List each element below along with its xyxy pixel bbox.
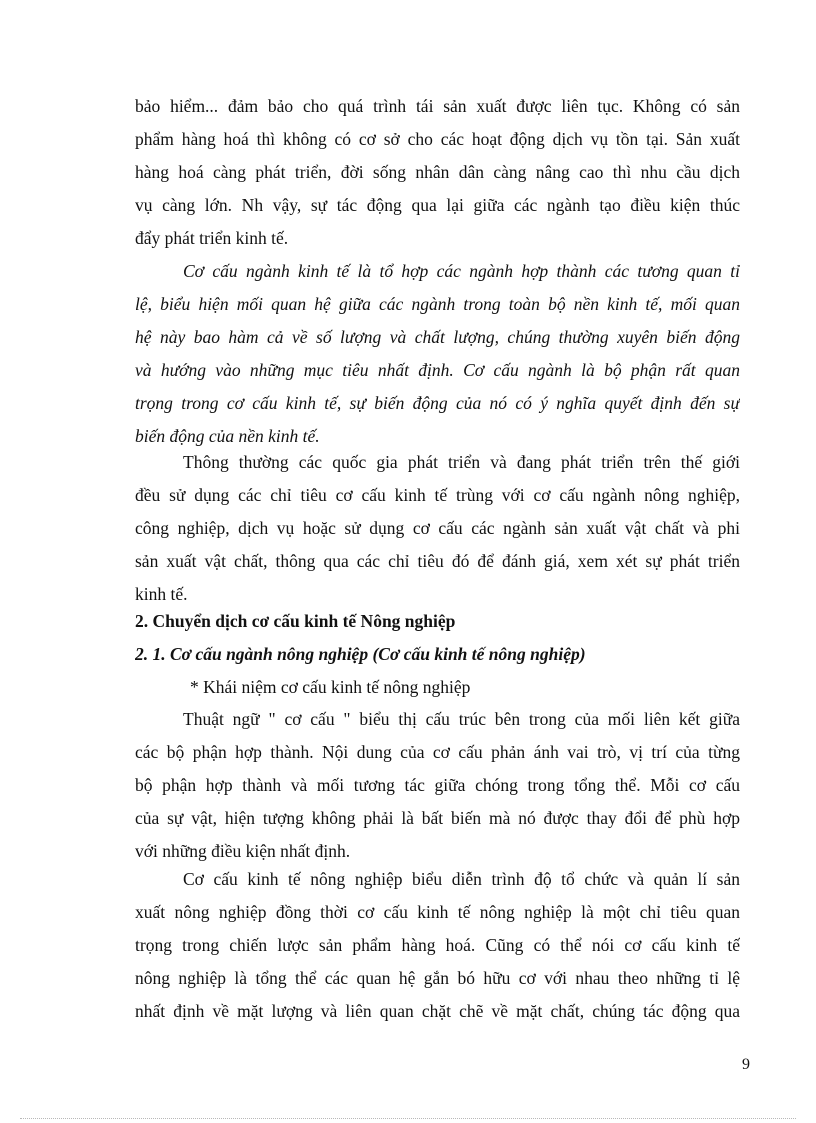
text-line: vụ càng lớn. Nh vậy, sự tác động qua lại giữa các ngành tạo điều kiện thúc — [135, 195, 740, 215]
paragraph-3 — [135, 446, 740, 611]
text-line: với những điều kiện nhất định. — [135, 841, 351, 861]
section-heading: 2. Chuyển dịch cơ cấu kinh tế Nông nghiệp — [135, 611, 456, 631]
text-line: và hướng vào những mục tiêu nhất định. Cơ cấu ngành là bộ phận rất quan — [135, 360, 740, 380]
text-line: phẩm hàng hoá thì không có cơ sở cho các hoạt động dịch vụ tồn tại. Sản xuất — [135, 129, 740, 149]
paragraph-5 — [135, 863, 740, 1028]
paragraph-2 — [135, 255, 740, 453]
paragraph-4 — [135, 703, 740, 868]
text-line: Thuật ngữ " cơ cấu " biểu thị cấu trúc bên trong của mối liên kết giữa — [183, 709, 740, 729]
text-line: bộ phận hợp thành và mối tương tác giữa chóng trong tổng thể. Mỗi cơ cấu — [135, 775, 740, 795]
text-line: nhất định về mặt lượng và liên quan chặt chẽ về mặt chất, chúng tác động qua — [135, 1001, 740, 1021]
text-line: Cơ cấu ngành kinh tế là tổ hợp các ngành hợp thành các tương quan tỉ — [183, 261, 740, 281]
bullet-heading: * Khái niệm cơ cấu kinh tế nông nghiệp — [190, 677, 471, 697]
text-line: kinh tế. — [135, 584, 188, 604]
subsection-heading: 2. 1. Cơ cấu ngành nông nghiệp (Cơ cấu kinh tế nông nghiệp) — [135, 644, 586, 664]
text-line: bảo hiểm... đảm bảo cho quá trình tái sản xuất được liên tục. Không có sản — [135, 96, 740, 116]
text-line: đều sử dụng các chỉ tiêu cơ cấu kinh tế trùng với cơ cấu ngành nông nghiệp, — [135, 485, 740, 505]
paragraph-1 — [135, 90, 740, 255]
text-line: trọng trong chiến lược sản phẩm hàng hoá. Cũng có thể nói cơ cấu kinh tế — [135, 935, 740, 955]
page-number: 9 — [742, 1056, 750, 1073]
text-line: hệ này bao hàm cả về số lượng và chất lượng, chúng thường xuyên biến động — [135, 327, 740, 347]
text-line: Thông thường các quốc gia phát triển và đang phát triển trên thế giới — [183, 452, 740, 472]
text-line: biến động của nền kinh tế. — [135, 426, 320, 446]
text-line: của sự vật, hiện tượng không phải là bất biến mà nó được thay đổi để phù hợp — [135, 808, 740, 828]
text-line: các bộ phận hợp thành. Nội dung của cơ cấu phản ánh vai trò, vị trí của từng — [135, 742, 740, 762]
text-line: xuất nông nghiệp đồng thời cơ cấu kinh tế nông nghiệp là một chỉ tiêu quan — [135, 902, 740, 922]
text-line: sản xuất vật chất, thông qua các chỉ tiêu đó để đánh giá, xem xét sự phát triển — [135, 551, 740, 571]
section-headings — [135, 605, 740, 704]
text-line: lệ, biểu hiện mối quan hệ giữa các ngành trong toàn bộ nền kinh tế, mối quan — [135, 294, 740, 314]
text-line: Cơ cấu kinh tế nông nghiệp biểu diễn trình độ tổ chức và quản lí sản — [183, 869, 740, 889]
text-line: hàng hoá càng phát triển, đời sống nhân dân càng nâng cao thì nhu cầu dịch — [135, 162, 740, 182]
text-line: công nghiệp, dịch vụ hoặc sử dụng cơ cấu các ngành sản xuất vật chất và phi — [135, 518, 740, 538]
text-line: đẩy phát triển kinh tế. — [135, 228, 289, 248]
text-line: trọng trong cơ cấu kinh tế, sự biến động của nó có ý nghĩa quyết định đến sự — [135, 393, 740, 413]
text-line: nông nghiệp là tổng thể các quan hệ gắn bó hữu cơ với nhau theo những tỉ lệ — [135, 968, 740, 988]
page-bottom-divider — [20, 1118, 796, 1119]
